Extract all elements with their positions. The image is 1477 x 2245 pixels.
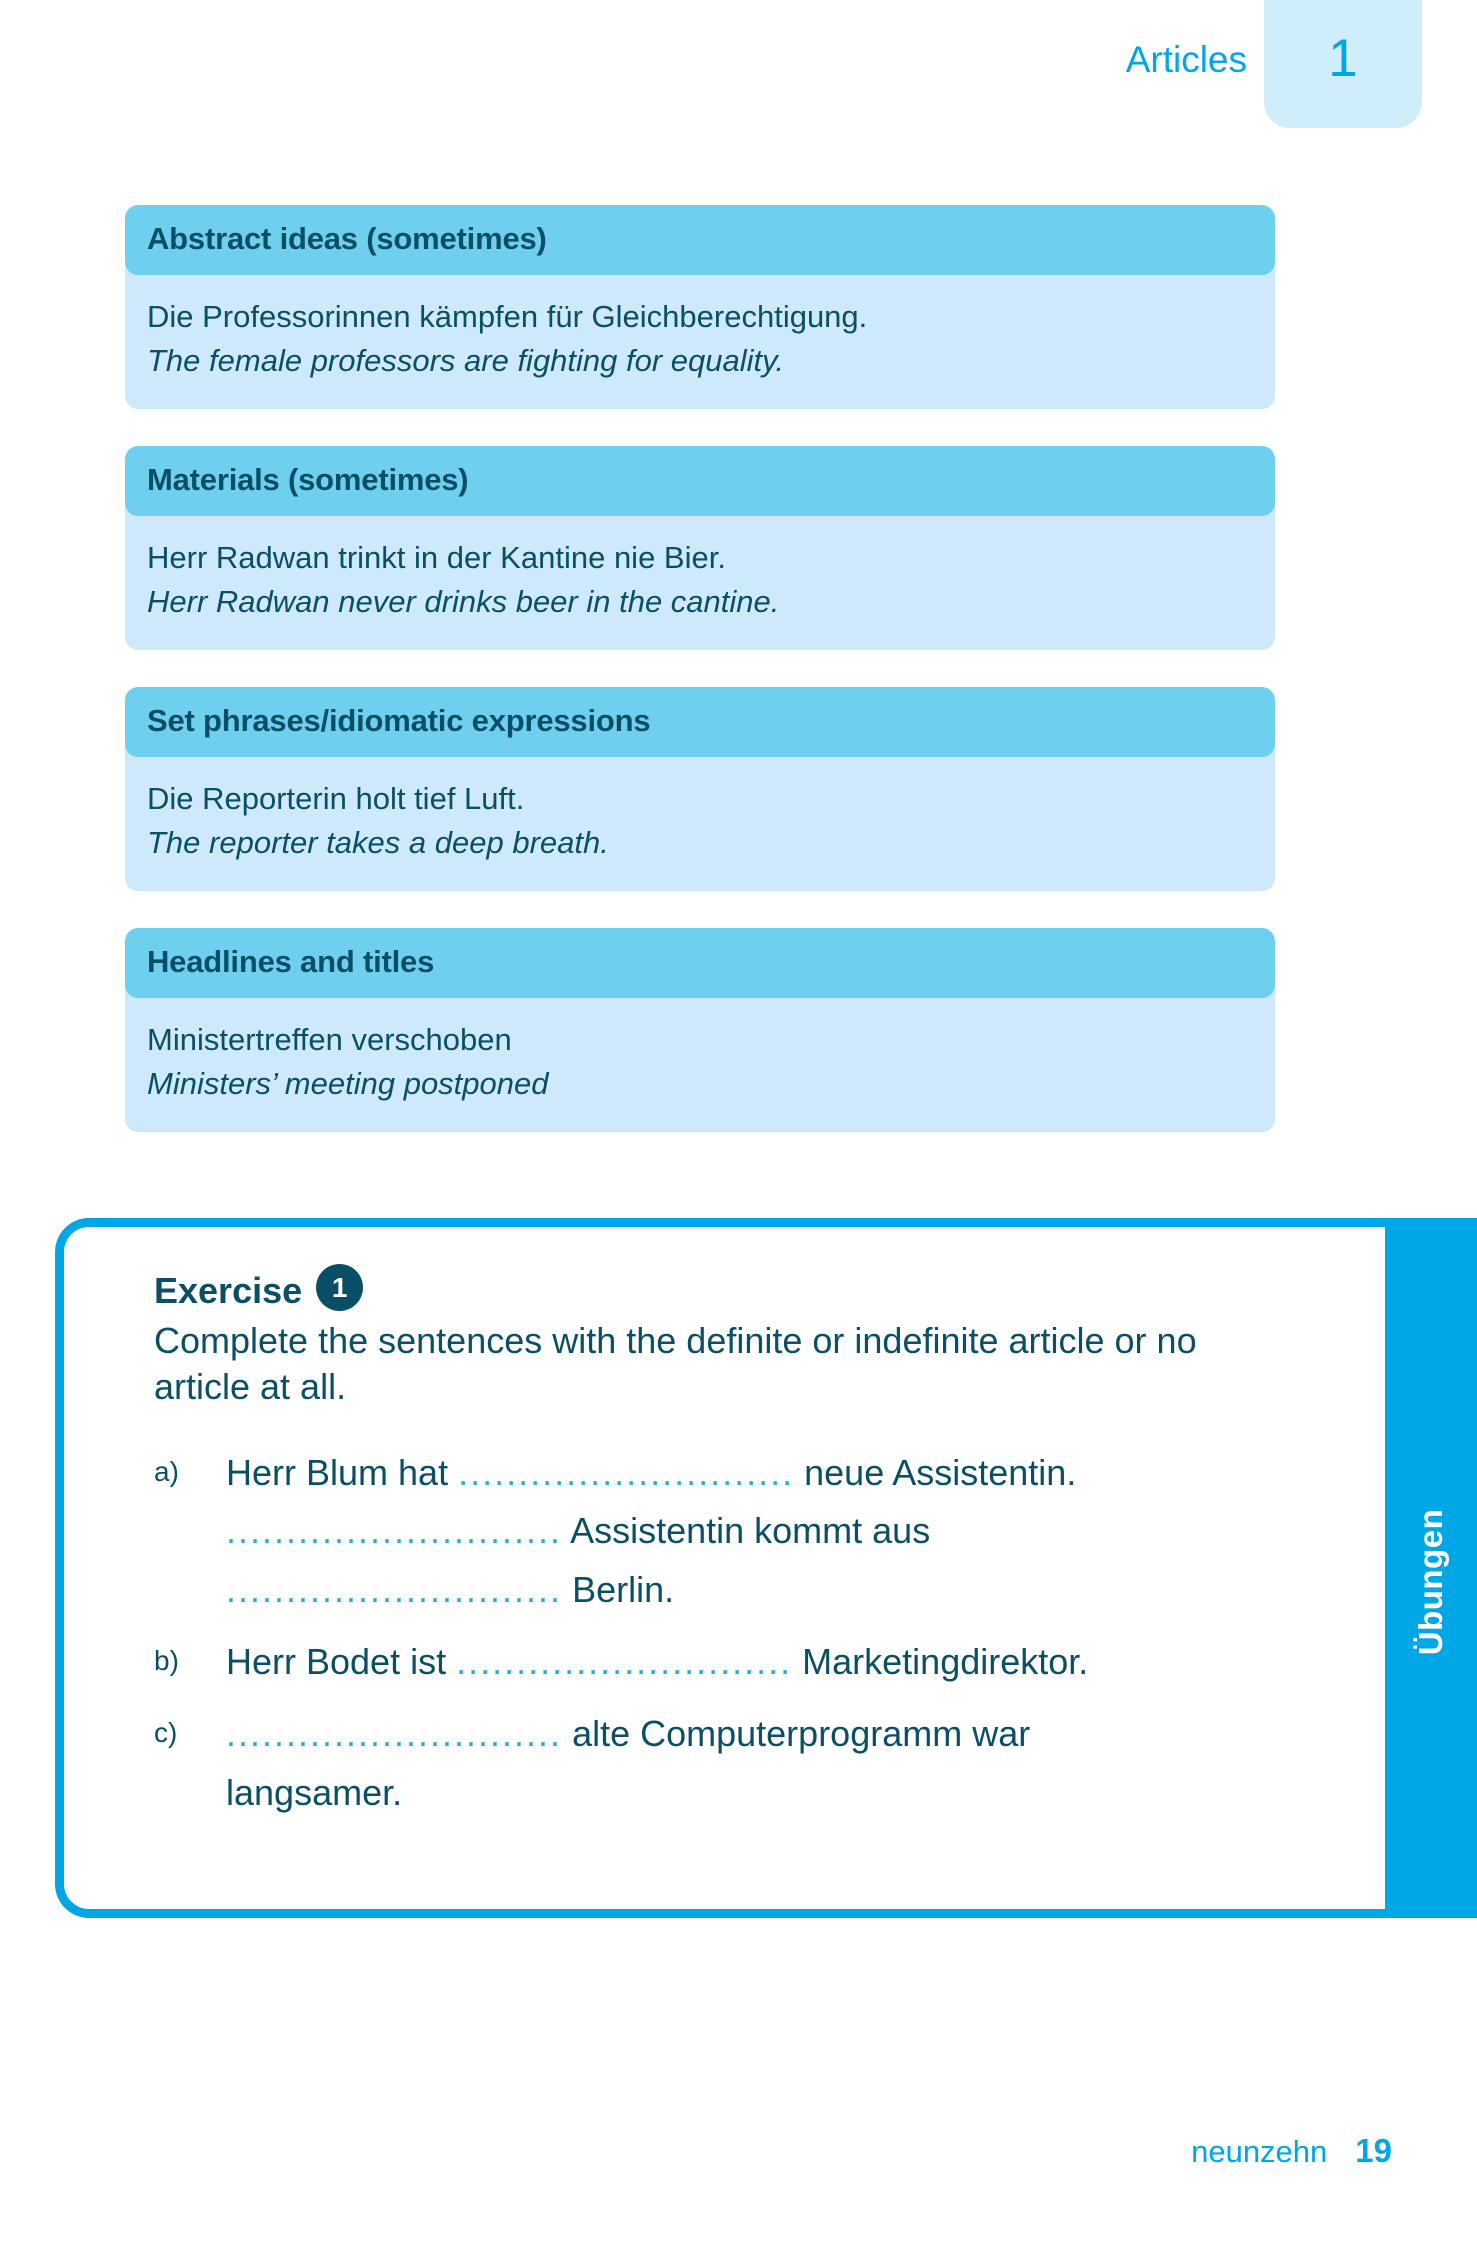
info-box-body bbox=[125, 516, 1275, 650]
line-post-text: Assistentin kommt aus bbox=[562, 1510, 931, 1552]
exercise-item bbox=[154, 1705, 1345, 1822]
chapter-number: 1 bbox=[1328, 28, 1358, 88]
exercise-item-text bbox=[226, 1705, 1345, 1822]
info-box-body bbox=[125, 757, 1275, 891]
page-header bbox=[0, 0, 1477, 130]
info-box-heading: Materials (sometimes) bbox=[125, 446, 1275, 516]
exercise-line bbox=[226, 1561, 1345, 1619]
line-pre-text: Herr Blum hat bbox=[226, 1452, 459, 1494]
exercise-box bbox=[55, 1218, 1385, 1918]
exercise-item-letter: c) bbox=[154, 1717, 178, 1749]
line-post-text: Marketingdirektor. bbox=[792, 1641, 1089, 1683]
exercise-section bbox=[55, 1218, 1477, 1948]
line-post-text: neue Assistentin. bbox=[794, 1452, 1077, 1494]
page-number: 19 bbox=[1355, 2132, 1392, 2169]
answer-blank[interactable]: ............................ bbox=[456, 1641, 793, 1683]
info-box-body bbox=[125, 998, 1275, 1132]
info-box-heading: Set phrases/idiomatic expressions bbox=[125, 687, 1275, 757]
answer-blank[interactable]: ............................ bbox=[458, 1452, 795, 1494]
example-english: Herr Radwan never drinks beer in the cantine. bbox=[147, 584, 780, 620]
exercise-item-letter: a) bbox=[154, 1456, 179, 1488]
example-english: Ministers’ meeting postponed bbox=[147, 1066, 549, 1102]
exercise-number-badge: 1 bbox=[316, 1264, 363, 1311]
exercise-item-letter: b) bbox=[154, 1645, 179, 1677]
info-box-heading: Headlines and titles bbox=[125, 928, 1275, 998]
exercise-line bbox=[226, 1705, 1345, 1763]
answer-blank[interactable]: ............................ bbox=[226, 1568, 563, 1610]
line-pre-text: Herr Bodet ist bbox=[226, 1641, 457, 1683]
example-english: The reporter takes a deep breath. bbox=[147, 825, 609, 861]
section-side-tab bbox=[1385, 1218, 1477, 1918]
example-german: Die Professorinnen kämpfen für Gleichberechtigung. bbox=[147, 299, 868, 334]
page-number-word: neunzehn bbox=[1191, 2134, 1328, 2169]
info-box bbox=[125, 205, 1275, 409]
info-box bbox=[125, 687, 1275, 891]
side-tab-label: Übungen bbox=[1412, 1508, 1449, 1656]
info-box-heading: Abstract ideas (sometimes) bbox=[125, 205, 1275, 275]
info-box-body bbox=[125, 275, 1275, 409]
exercise-line bbox=[226, 1502, 1345, 1560]
exercise-title-row bbox=[154, 1267, 1345, 1314]
exercise-line bbox=[226, 1444, 1345, 1502]
example-german: Die Reporterin holt tief Luft. bbox=[147, 781, 525, 817]
exercise-item bbox=[154, 1633, 1345, 1691]
line-post-text: alte Computerprogramm war bbox=[562, 1713, 1031, 1755]
exercise-instruction: Complete the sentences with the definite or indefinite article or no article at all. bbox=[154, 1320, 1197, 1408]
exercise-item-text bbox=[226, 1444, 1345, 1619]
line-pre-text: langsamer. bbox=[226, 1771, 403, 1813]
info-box-list bbox=[125, 205, 1275, 1169]
answer-blank[interactable]: ............................ bbox=[226, 1510, 563, 1552]
exercise-label: Exercise bbox=[154, 1269, 303, 1311]
answer-blank[interactable]: ............................ bbox=[226, 1713, 563, 1755]
exercise-item-text bbox=[226, 1633, 1345, 1691]
chapter-tab bbox=[1264, 0, 1422, 128]
exercise-item bbox=[154, 1444, 1345, 1619]
page-title: Articles bbox=[1125, 39, 1247, 80]
exercise-line bbox=[226, 1764, 1345, 1822]
example-german: Ministertreffen verschoben bbox=[147, 1022, 512, 1058]
info-box bbox=[125, 928, 1275, 1132]
info-box bbox=[125, 446, 1275, 650]
example-german: Herr Radwan trinkt in der Kantine nie Bier. bbox=[147, 540, 726, 576]
example-english: The female professors are fighting for equality. bbox=[147, 343, 784, 379]
line-post-text: Berlin. bbox=[562, 1568, 675, 1610]
page-footer bbox=[1191, 2132, 1392, 2170]
exercise-line bbox=[226, 1633, 1345, 1691]
